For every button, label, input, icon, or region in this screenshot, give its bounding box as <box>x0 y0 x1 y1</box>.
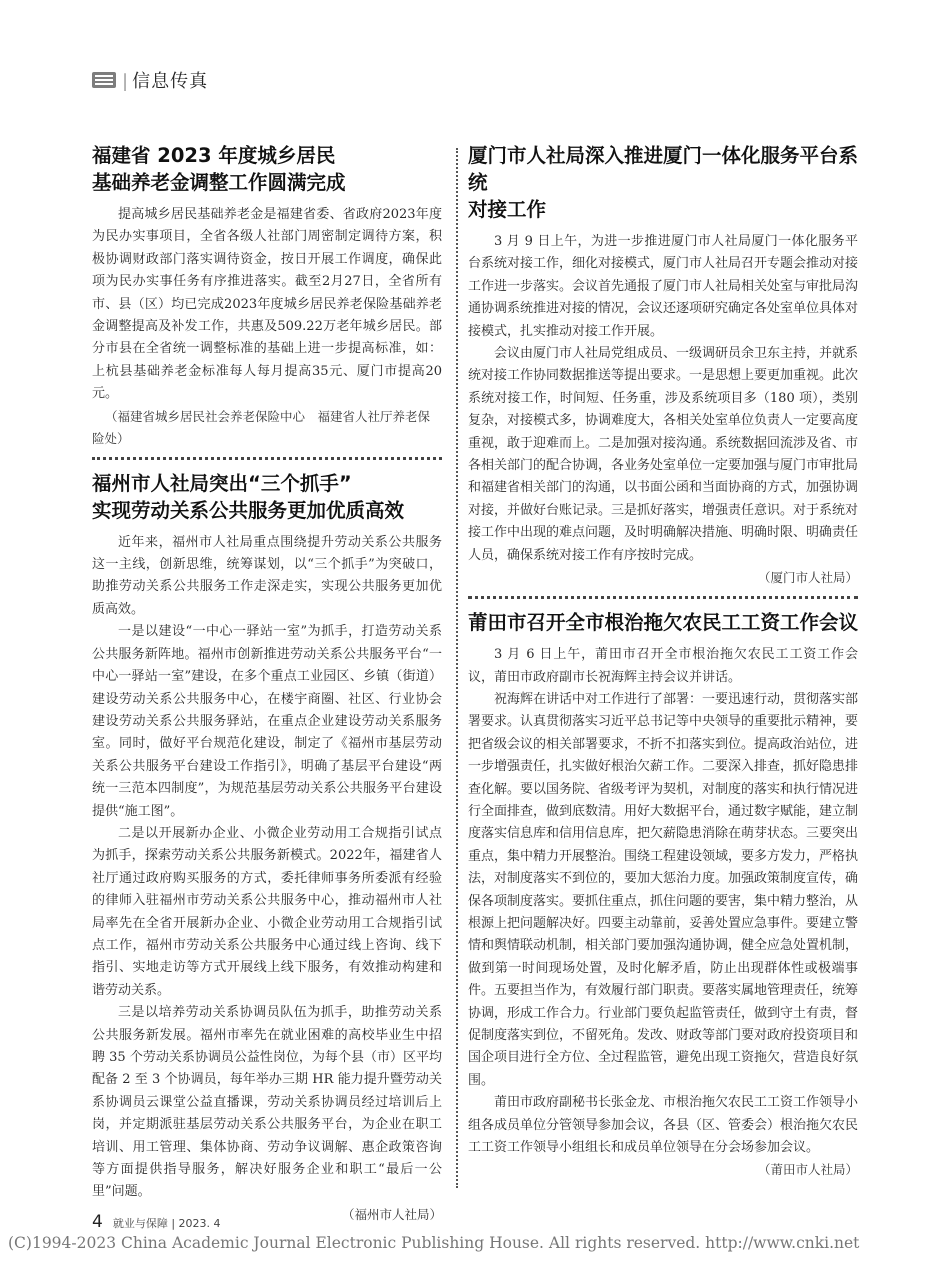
article-paragraph: 3 月 9 日上午，为进一步推进厦门市人社局厦门一体化服务平台系统对接工作，细化对接模式，厦门市人社局召开专题会推动对接工作进一步落实。会议首先通报了厦门市人社局相关处室与审批局沟通协调系统推进对接的情况，会议还逐项研究确定各处室单位具体对接模式，扎实推动对接工作开展。 <box>468 234 859 339</box>
article-title: 莆田市召开全市根治拖欠农民工工资工作会议 <box>468 611 859 635</box>
section-title: | 信息传真 <box>122 71 209 92</box>
page-number: 4 <box>92 1212 103 1232</box>
article-paragraph: 提高城乡居民基础养老金是福建省委、省政府2023年度为民办实事项目，全省各级人社部门周密制定调待方案，积极协调财政部门落实调待资金，按日开展工作调度，确保此项为民办实事任务有序推进落实。截至2月27日，全省所有市、县（区）均已完成2023年度城乡居民养老保险基础养老金调整提高及补发工作，共惠及509.22万老年城乡居民。部分市县在全省统一调整标准的基础上进一步提高标准，如：上杭县基础养老金标准每人每月提高35元、厦门市提高20元。 <box>92 207 442 402</box>
left-column <box>92 142 442 1226</box>
article-paragraph: 会议由厦门市人社局党组成员、一级调研员余卫东主持，并就系统对接工作协同数据推送等提出要求。一是思想上要更加重视。此次系统对接工作，时间短、任务重，涉及系统项目多（180 项），类别复杂，对接模式多，协调难度大，各相关处室单位负责人一定要高度重视，敢于迎难而上。二是加强对接沟通。系统数据回流涉及省、市各相关部门的配合协调，各业务处室单位一定要加强与厦门市审批局和福建省相关部门的沟通，以书面公函和当面协商的方式，加强协调对接，并做好台账记录。三是抓好落实，增强责任意识。对于系统对接工作中出现的难点问题，及时明确解决措施、明确时限、明确责任人员，确保系统对接工作有序按时完成。 <box>468 346 859 563</box>
article-paragraph: 三是以培养劳动关系协调员队伍为抓手，助推劳动关系公共服务新发展。福州市率先在就业困难的高校毕业生中招聘 35 个劳动关系协调员公益性岗位，为每个县（市）区平均配备 2 至 3 个协调员，每年举办三期 HR 能力提升暨劳动关系协调员云课堂公益直播课，劳动关系协调员经过培训后上岗，并定期派驻基层劳动关系公共服务平台，为企业在职工培训、用工管理、集体协商、劳动争议调解、惠企政策咨询等方面提供指导服务，解决好服务企业和职工“最后一公里”问题。 <box>92 1005 442 1200</box>
journal-info: 就业与保障 | 2023. 4 <box>112 1217 221 1230</box>
article-putian-wages <box>468 609 858 1181</box>
page-footer <box>92 1212 221 1232</box>
article-paragraph: 3 月 6 日上午，莆田市召开全市根治拖欠农民工工资工作会议，莆田市政府副市长祝海辉主持会议并讲话。 <box>468 647 858 685</box>
section-logo-icon <box>92 72 116 88</box>
article-pension-adjustment <box>92 142 442 450</box>
copyright-notice: (C)1994-2023 China Academic Journal Electronic Publishing House. All rights reserved. http://www.cnki.net <box>8 1234 860 1252</box>
article-paragraph: 莆田市政府副秘书长张金龙、市根治拖欠农民工工资工作领导小组各成员单位分管领导参加会议，各县（区、管委会）根治拖欠农民工工资工作领导小组组长和成员单位领导在分会场参加会议。 <box>468 1095 859 1156</box>
article-paragraph: 一是以建设“一中心一驿站一室”为抓手，打造劳动关系公共服务新阵地。福州市创新推进劳动关系公共服务平台“一中心一驿站一室”建设，在多个重点工业园区、乡镇（街道）建设劳动关系公共服务中心，在楼宇商圈、社区、行业协会建设劳动关系公共服务驿站，在重点企业建设劳动关系服务室。同时，做好平台规范化建设，制定了《福州市基层劳动关系公共服务平台建设工作指引》，明确了基层平台建设“两统一三范本四制度”，为规范基层劳动关系公共服务平台建设提供“施工图”。 <box>92 624 442 819</box>
article-source: （厦门市人社局） <box>757 570 858 586</box>
right-column <box>468 142 858 1181</box>
article-separator <box>468 596 858 599</box>
column-divider <box>456 148 458 1188</box>
article-paragraph: 近年来，福州市人社局重点围绕提升劳动关系公共服务这一主线，创新思维，统筹谋划，以“三个抓手”为突破口，助推劳动关系公共服务工作走深走实，实现公共服务更加优质高效。 <box>92 534 442 617</box>
article-fuzhou-labor <box>92 470 442 1226</box>
article-source: （莆田市人社局） <box>757 1162 858 1178</box>
article-source: （福建省城乡居民社会养老保险中心 福建省人社厅养老保险处） <box>92 408 431 446</box>
article-separator <box>92 457 442 460</box>
article-paragraph: 二是以开展新办企业、小微企业劳动用工合规指引试点为抓手，探索劳动关系公共服务新模式。2022年，福建省人社厅通过政府购买服务的方式，委托律师事务所委派有经验的律师入驻福州市劳动关系公共服务中心，推动福州市人社局率先在全省开展新办企业、小微企业劳动用工合规指引试点工作，福州市劳动关系公共服务中心通过线上咨询、线下指引、实地走访等方式开展线上线下服务，有效推动构建和谐劳动关系。 <box>92 825 442 998</box>
article-paragraph: 祝海辉在讲话中对工作进行了部署：一要迅速行动，贯彻落实部署要求。认真贯彻落实习近平总书记等中央领导的重要批示精神，要把省级会议的相关部署要求，不折不扣落实到位。提高政治站位，进一步增强责任，扎实做好根治欠薪工作。二要深入排查，抓好隐患排查化解。要以国务院、省级考评为契机，对制度的落实和执行情况进行全面排查，做到底数清。用好大数据平台，通过数字赋能，建立制度落实信息库和信用信息库，把欠薪隐患消除在萌芽状态。三要突出重点，集中精力开展整治。围绕工程建设领域，要多方发力，严格执法，对制度落实不到位的，要加大惩治力度。加强政策制度宣传，确保各项制度落实。要抓住重点，抓住问题的要害，集中精力整治，从根源上把问题解决好。四要主动靠前，妥善处置应急事件。要建立警情和舆情联动机制，相关部门要加强沟通协调，健全应急处置机制，做到第一时间现场处置，及时化解矛盾，防止出现群体性或极端事件。五要担当作为，有效履行部门职责。要落实属地管理责任，统筹协调，形成工作合力。行业部门要负起监管责任，做到守土有责，督促制度落实到位，不留死角。发改、财政等部门要对政府投资项目和国企项目进行全方位、全过程监管，避免出现工资拖欠，营造良好氛围。 <box>468 691 859 1088</box>
article-title: 福州市人社局突出“三个抓手” 实现劳动关系公共服务更加优质高效 <box>92 471 405 522</box>
article-title: 福建省 2023 年度城乡居民 基础养老金调整工作圆满完成 <box>92 144 346 194</box>
article-title: 厦门市人社局深入推进厦门一体化服务平台系统 对接工作 <box>468 144 859 221</box>
article-source: （福州市人社局） <box>341 1206 442 1222</box>
section-header <box>92 68 208 92</box>
article-xiamen-platform <box>468 142 858 589</box>
